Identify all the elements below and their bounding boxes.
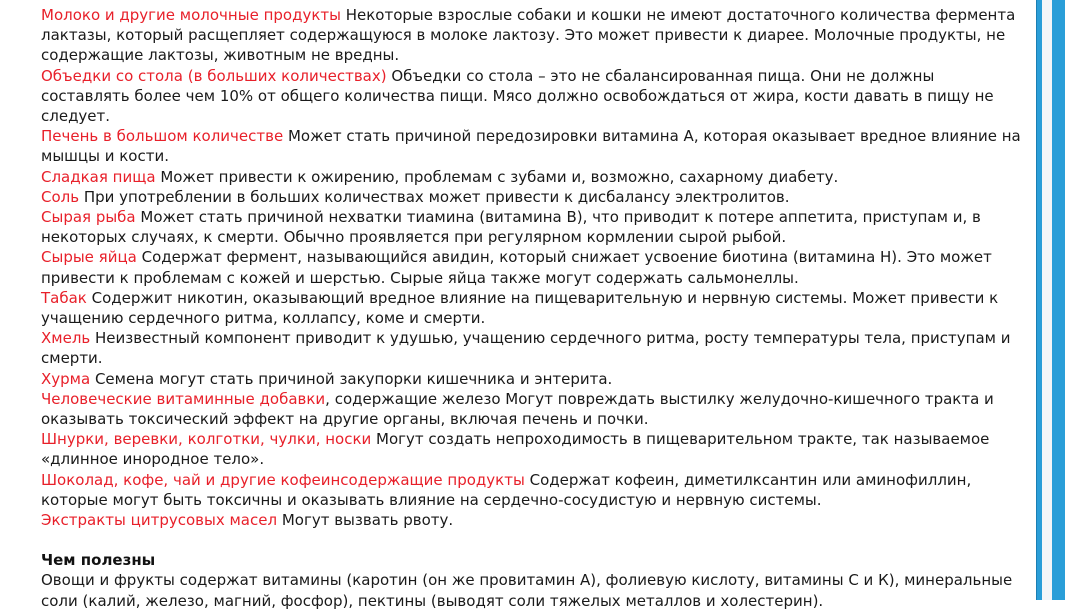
hazard-description: Может стать причиной нехватки тиамина (витамина В), что приводит к потере аппетита, приступам и, в некоторых случаях, к смерти. Обычно проявляется при регулярном кормлении сырой рыбой. [41, 208, 981, 247]
hazard-description: , содержащие железо Могут повреждать выстилку желудочно-кишечного тракта и оказывать токсический эффект на другие органы, включая печень и почки. [41, 389, 994, 429]
hazard-term: Шоколад, кофе, чай и другие кофеинсодержащие продукты [41, 470, 525, 489]
hazard-entry [41, 510, 1026, 530]
hazard-term: Шнурки, веревки, колготки, чулки, носки [41, 430, 372, 449]
hazard-entry [41, 66, 1026, 127]
article-content [41, 5, 1026, 611]
hazard-term: Хмель [41, 329, 91, 348]
hazard-description: При употреблении в больших количествах может привести к дисбалансу электролитов. [79, 187, 790, 206]
hazard-term: Молоко и другие молочные продукты [41, 6, 341, 24]
hazard-term: Экстракты цитрусовых масел [41, 511, 278, 530]
hazard-entry [41, 429, 1026, 469]
hazard-entry [41, 207, 1026, 247]
hazard-entry [41, 369, 1026, 389]
hazard-description: Может привести к ожирению, проблемам с зубами и, возможно, сахарному диабету. [155, 167, 839, 186]
hazard-entry [41, 389, 1026, 429]
hazard-entry [41, 126, 1026, 166]
hazard-entry [41, 288, 1026, 328]
hazard-term: Объедки со стола (в больших количествах) [41, 66, 387, 85]
section-heading: Чем полезны [41, 551, 156, 570]
hazard-term: Сырые яйца [41, 248, 137, 267]
hazard-term: Печень в большом количестве [41, 127, 284, 146]
hazard-term: Хурма [41, 369, 91, 388]
hazard-description: Содержат кофеин, диметилксантин или аминофиллин, которые могут быть токсичны и оказывать влияние на сердечно-сосудистую и нервную системы. [41, 470, 972, 509]
hazard-term: Сырая рыба [41, 208, 136, 227]
hazard-entry [41, 328, 1026, 368]
hazard-description: Могут вызвать рвоту. [277, 511, 454, 530]
hazard-entry [41, 470, 1026, 510]
hazard-description: Может стать причиной передозировки витамина А, которая оказывает вредное влияние на мышцы и кости. [41, 127, 1021, 166]
page-frame-edge [1036, 0, 1037, 600]
hazard-description: Некоторые взрослые собаки и кошки не имеют достаточного количества фермента лактазы, который расщепляет содержащуюся в молоке лактозу. Это может привести к диарее. Молочные продукты, не содержащие лактозы, животным не вредны. [41, 6, 1016, 65]
hazard-description: Семена могут стать причиной закупорки кишечника и энтерита. [90, 369, 613, 388]
hazard-entry [41, 5, 1026, 66]
hazard-term: Человеческие витаминные добавки [41, 389, 326, 408]
hazard-description: Содержат фермент, называющийся авидин, который снижает усвоение биотина (витамина Н). Это может привести к проблемам с кожей и шерстью. Сырые яйца также могут содержать сальмонеллы. [41, 248, 992, 287]
hazard-term: Сладкая пища [41, 167, 156, 186]
hazard-description: Объедки со стола – это не сбалансированная пища. Они не должны составлять более чем 10% от общего количества пищи. Мясо должно освобождаться от жира, кости давать в пищу не следует. [41, 66, 994, 126]
hazard-description: Неизвестный компонент приводит к удушью, учащению сердечного ритма, росту температуры тела, приступам и смерти. [41, 329, 1011, 368]
hazard-entry [41, 187, 1026, 207]
hazard-entry [41, 247, 1026, 287]
page-frame-inner [1042, 0, 1052, 600]
hazard-entry [41, 167, 1026, 187]
hazard-list [41, 5, 1026, 530]
hazard-term: Табак [41, 288, 87, 307]
hazard-description: Могут создать непроходимость в пищеварительном тракте, так называемое «длинное инородное тело». [41, 430, 990, 469]
hazard-description: Содержит никотин, оказывающий вредное влияние на пищеварительную и нервную системы. Может привести к учащению сердечного ритма, коллапсу, коме и смерти. [41, 288, 999, 328]
hazard-term: Соль [41, 187, 80, 206]
section-paragraph: Овощи и фрукты содержат витамины (каротин (он же провитамин А), фолиевую кислоту, витамины С и К), минеральные соли (калий, железо, магний, фосфор), пектины (выводят соли тяжелых металлов и холестерин). [41, 571, 1013, 610]
